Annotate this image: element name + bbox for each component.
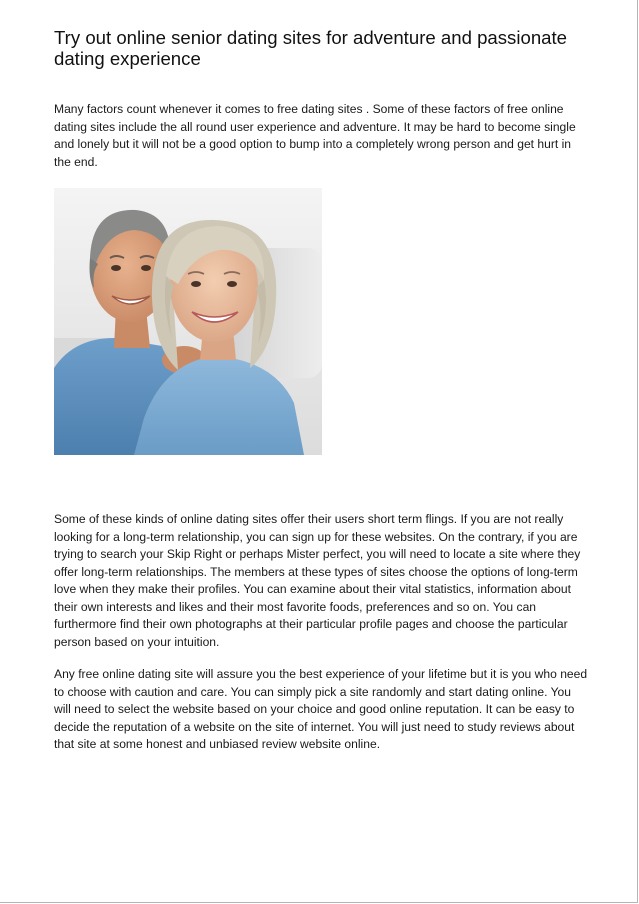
body-paragraph-relationships: Some of these kinds of online dating sites offer their users short term flings. If you are not really looking for a long-term relationship, you can sign up for these websites. On the contrary, if you are trying to search your Skip Right or perhaps Mister perfect, you will need to locate a site where they offer long-term relationships. The members at these types of sites choose the options of long-term love when they make their profiles. You can examine about their vital statistics, information about their own interests and likes and their most favorite foods, preferences and so on. You can furthermore find their own photographs at their particular profile pages and choose the particular person based on your intuition.	[54, 512, 581, 649]
body-paragraph-choosing: Any free online dating site will assure you the best experience of your lifetime but it is you who need to choose with caution and care. You can simply pick a site randomly and start dating online. You will need to select the website based on your choice and good online reputation. It can be easy to decide the reputation of a website on the site of internet. You will just need to study reviews about that site at some honest and unbiased review website online.	[54, 667, 588, 751]
couple-photo-illustration	[54, 188, 322, 455]
intro-paragraph: Many factors count whenever it comes to free dating sites . Some of these factors of free online dating sites include the all round user experience and adventure. It may be hard to become single and lonely but it will not be a good option to bump into a completely wrong person and get hurt in the end.	[54, 102, 576, 169]
page-title: Try out online senior dating sites for adventure and passionate dating experience	[54, 27, 568, 69]
couple-photo	[54, 188, 322, 455]
